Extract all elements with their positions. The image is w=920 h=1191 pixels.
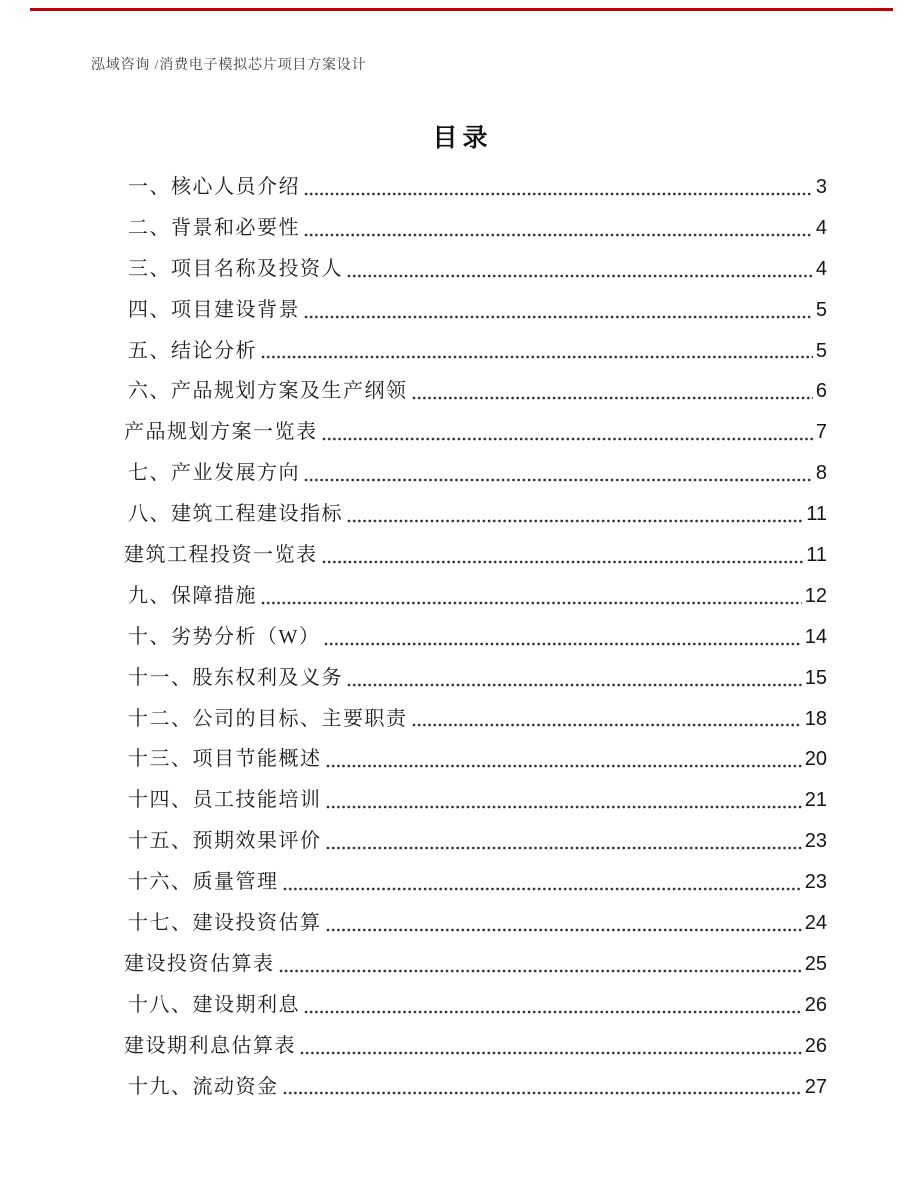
toc-entry-label: 十五、预期效果评价 <box>128 830 322 853</box>
dot-leader <box>283 1091 802 1095</box>
toc-entry[interactable] <box>124 576 827 617</box>
toc-entry-page: 20 <box>804 748 827 771</box>
toc-entry-page: 26 <box>804 1034 827 1057</box>
toc-entry-page: 11 <box>806 503 827 526</box>
toc-entry-label: 三、项目名称及投资人 <box>128 257 343 280</box>
dot-leader <box>304 192 813 196</box>
toc-entry-label: 九、保障措施 <box>128 584 257 607</box>
toc-entry[interactable] <box>124 249 827 290</box>
toc-entry[interactable] <box>124 617 827 658</box>
toc-entry[interactable] <box>124 780 827 821</box>
dot-leader <box>412 723 802 727</box>
dot-leader <box>347 274 813 278</box>
document-header: 泓域咨询 /消费电子模拟芯片项目方案设计 <box>91 58 367 73</box>
dot-leader <box>261 355 813 359</box>
toc-entry[interactable] <box>124 658 827 699</box>
toc-entry-label: 六、产品规划方案及生产纲领 <box>128 380 408 403</box>
toc-entry-label: 四、项目建设背景 <box>128 298 300 321</box>
dot-leader <box>322 560 804 564</box>
toc-entry-label: 十四、员工技能培训 <box>128 789 322 812</box>
header-accent-rule <box>30 8 893 11</box>
toc-entry-page: 4 <box>815 257 827 280</box>
toc-entry[interactable] <box>124 371 827 412</box>
toc-entry[interactable] <box>124 985 827 1026</box>
toc-entry[interactable] <box>124 699 827 740</box>
toc-entry-label: 十、劣势分析（W） <box>128 625 321 648</box>
dot-leader <box>324 642 801 646</box>
dot-leader <box>304 233 813 237</box>
dot-leader <box>283 887 802 891</box>
toc-entry-label: 十二、公司的目标、主要职责 <box>128 707 408 730</box>
toc-entry-page: 5 <box>815 339 827 362</box>
toc-entry[interactable] <box>124 1067 827 1108</box>
toc-entry-page: 21 <box>804 789 827 812</box>
toc-entry-label: 建筑工程投资一览表 <box>124 544 318 567</box>
toc-entry-label: 十一、股东权利及义务 <box>128 666 343 689</box>
toc-entry-page: 3 <box>815 176 827 198</box>
toc-entry[interactable] <box>124 208 827 249</box>
toc-entry-label: 建设期利息估算表 <box>124 1034 296 1057</box>
toc-entry-label: 十三、项目节能概述 <box>128 748 322 771</box>
dot-leader <box>347 683 802 687</box>
dot-leader <box>261 601 802 605</box>
toc-entry-label: 十九、流动资金 <box>128 1075 279 1098</box>
toc-entry-page: 23 <box>804 830 827 853</box>
toc-entry[interactable] <box>124 412 827 453</box>
toc-entry-label: 十七、建设投资估算 <box>128 912 322 935</box>
toc-entry-label: 五、结论分析 <box>128 339 257 362</box>
toc-entry-page: 4 <box>815 216 827 239</box>
dot-leader <box>304 315 813 319</box>
toc-list <box>124 167 827 1107</box>
dot-leader <box>322 437 813 441</box>
dot-leader <box>326 764 802 768</box>
toc-entry-page: 14 <box>804 625 827 648</box>
dot-leader <box>304 478 813 482</box>
dot-leader <box>279 969 802 973</box>
toc-entry-label: 建设投资估算表 <box>124 952 275 975</box>
dot-leader <box>326 846 802 850</box>
toc-entry[interactable] <box>124 1026 827 1067</box>
toc-entry[interactable] <box>124 453 827 494</box>
toc-entry-label: 产品规划方案一览表 <box>124 421 318 444</box>
toc-entry-label: 八、建筑工程建设指标 <box>128 503 343 526</box>
toc-entry-page: 27 <box>804 1075 827 1098</box>
toc-entry-page: 24 <box>804 912 827 935</box>
toc-entry-page: 15 <box>804 666 827 689</box>
toc-entry-label: 十六、质量管理 <box>128 871 279 894</box>
toc-entry-page: 8 <box>815 462 827 485</box>
toc-entry-label: 二、背景和必要性 <box>128 216 300 239</box>
toc-entry-page: 7 <box>815 421 827 444</box>
dot-leader <box>326 805 802 809</box>
toc-entry-page: 6 <box>815 380 827 403</box>
toc-entry[interactable] <box>124 739 827 780</box>
toc-entry[interactable] <box>124 903 827 944</box>
toc-entry[interactable] <box>124 535 827 576</box>
toc-entry[interactable] <box>124 862 827 903</box>
toc-entry-page: 18 <box>804 707 827 730</box>
toc-entry-page: 23 <box>804 871 827 894</box>
toc-entry[interactable] <box>124 821 827 862</box>
toc-entry-page: 5 <box>815 298 827 321</box>
toc-entry[interactable] <box>124 944 827 985</box>
toc-entry-page: 25 <box>804 952 827 975</box>
dot-leader <box>412 396 813 400</box>
toc-title: 目录 <box>432 125 493 152</box>
toc-entry-label: 十八、建设期利息 <box>128 993 300 1016</box>
toc-entry-page: 26 <box>804 993 827 1016</box>
toc-entry-page: 12 <box>804 584 827 607</box>
toc-entry[interactable] <box>124 331 827 372</box>
dot-leader <box>326 928 802 932</box>
dot-leader <box>300 1051 802 1055</box>
toc-entry[interactable] <box>124 494 827 535</box>
toc-entry[interactable] <box>124 290 827 331</box>
toc-entry[interactable] <box>124 167 827 208</box>
dot-leader <box>304 1010 802 1014</box>
toc-entry-label: 七、产业发展方向 <box>128 462 300 485</box>
toc-entry-label: 一、核心人员介绍 <box>128 176 300 198</box>
dot-leader <box>347 519 803 523</box>
toc-entry-page: 11 <box>806 544 827 567</box>
